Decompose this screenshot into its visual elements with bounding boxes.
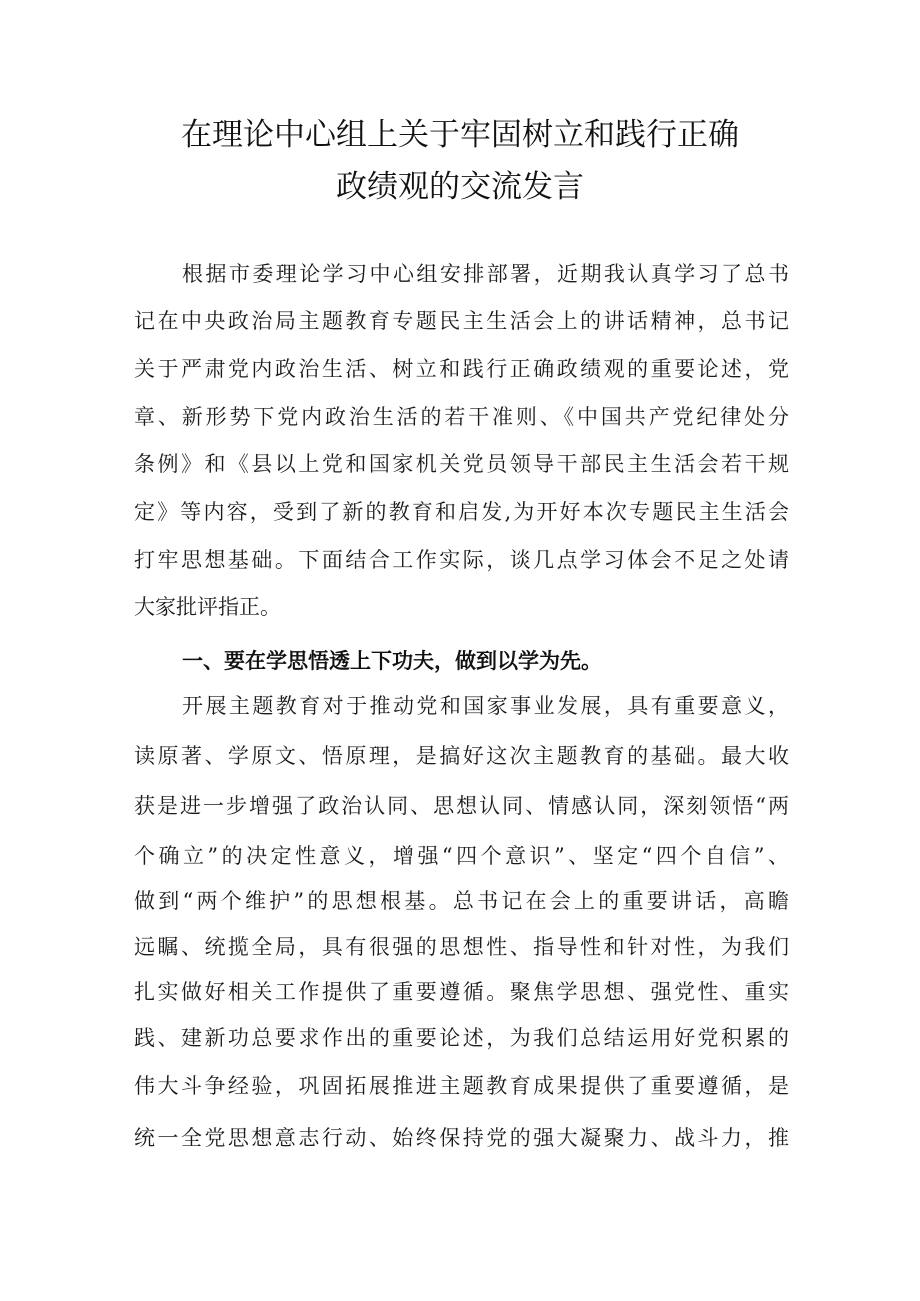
paragraph-line: 伟大斗争经验，巩固拓展推进主题教育成果提供了重要遵循，是 [134, 1074, 789, 1098]
document-title-line-2: 政绩观的交流发言 [336, 169, 584, 205]
paragraph-line: 个确立”的决定性意义，增强“四个意识”、坚定“四个自信”、 [134, 844, 789, 868]
paragraph-line: 条例》和《县以上党和国家机关党员领导干部民主生活会若干规 [134, 452, 789, 476]
paragraph-line: 做到“两个维护”的思想根基。总书记在会上的重要讲话，高瞻 [134, 889, 789, 913]
paragraph-line: 读原著、学原文、悟原理，是搞好这次主题教育的基础。最大收 [134, 744, 789, 768]
paragraph-line: 获是进一步增强了政治认同、思想认同、情感认同，深刻领悟“两 [134, 794, 789, 818]
paragraph-line: 践、建新功总要求作出的重要论述，为我们总结运用好党积累的 [134, 1026, 789, 1050]
paragraph-line: 根据市委理论学习中心组安排部署，近期我认真学习了总书 [182, 262, 789, 286]
paragraph-line: 扎实做好相关工作提供了重要遵循。聚焦学思想、强党性、重实 [134, 980, 789, 1004]
paragraph-line: 章、新形势下党内政治生活的若干准则、《中国共产党纪律处分 [134, 405, 789, 429]
document-title-line-1: 在理论中心组上关于牢固树立和践行正确 [181, 117, 739, 153]
paragraph-line: 关于严肃党内政治生活、树立和践行正确政绩观的重要论述，党 [134, 357, 789, 381]
paragraph-line: 大家批评指正。 [134, 595, 281, 619]
paragraph-line: 开展主题教育对于推动党和国家事业发展，具有重要意义， [182, 694, 789, 718]
paragraph-line: 统一全党思想意志行动、始终保持党的强大凝聚力、战斗力，推 [134, 1126, 789, 1150]
paragraph-line: 打牢思想基础。下面结合工作实际，谈几点学习体会不足之处请 [134, 548, 789, 572]
section-heading: 一、要在学思悟透上下功夫，做到以学为先。 [182, 649, 602, 673]
paragraph-line: 远瞩、统揽全局，具有很强的思想性、指导性和针对性，为我们 [134, 935, 789, 959]
paragraph-line: 记在中央政治局主题教育专题民主生活会上的讲话精神，总书记 [134, 309, 789, 333]
paragraph-line: 定》等内容，受到了新的教育和启发,为开好本次专题民主生活会 [134, 500, 789, 524]
